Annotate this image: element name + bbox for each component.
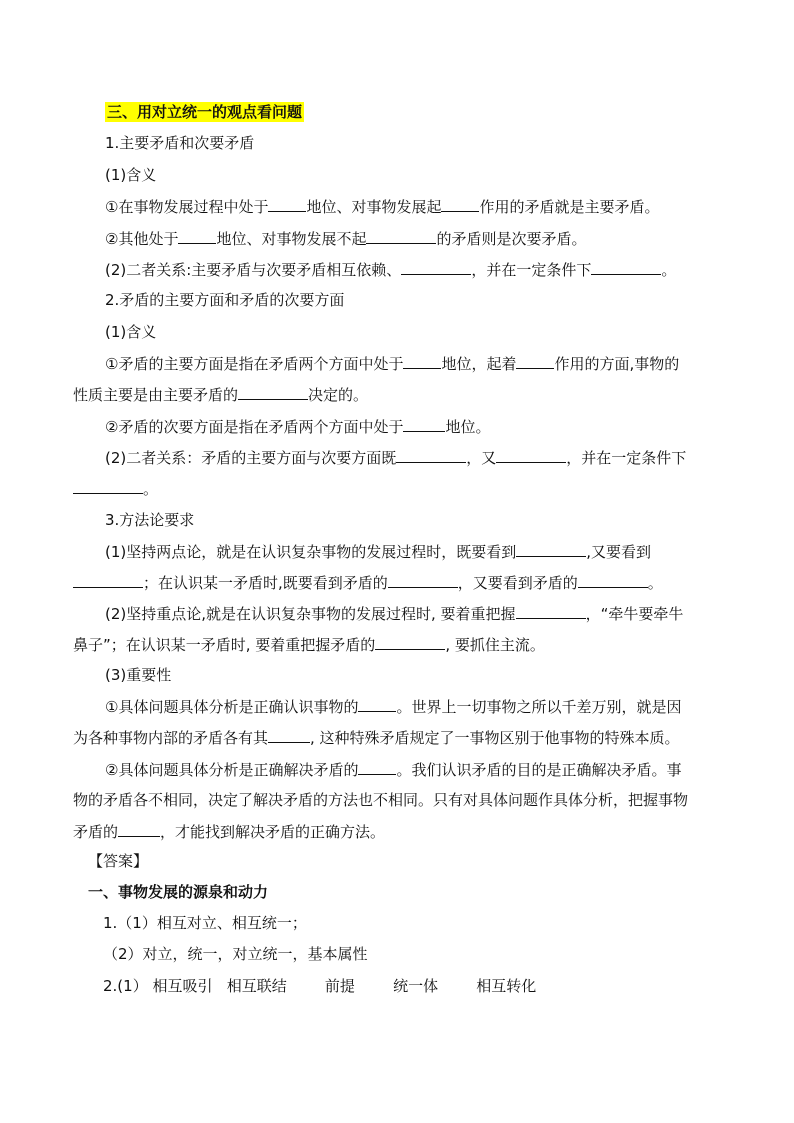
paragraph-line: ②矛盾的次要方面是指在矛盾两个方面中处于 地位。 bbox=[105, 418, 491, 436]
heading-methodology: 3.方法论要求 bbox=[105, 511, 195, 529]
blank bbox=[73, 478, 143, 494]
blank bbox=[366, 228, 436, 244]
blank bbox=[578, 572, 648, 588]
blank bbox=[401, 259, 471, 275]
paragraph-line: ①具体问题具体分析是正确认识事物的 。世界上一切事物之所以千差万别，就是因 bbox=[105, 698, 682, 716]
blank bbox=[268, 727, 310, 743]
blank bbox=[238, 384, 308, 400]
blank bbox=[118, 821, 160, 837]
blank bbox=[388, 572, 458, 588]
section-title-line bbox=[0, 102, 794, 122]
subheading-meaning: (1)含义 bbox=[105, 323, 157, 341]
blank bbox=[358, 759, 396, 775]
blank bbox=[358, 696, 396, 712]
subheading-importance: (3)重要性 bbox=[105, 666, 172, 684]
paragraph-line: (2)坚持重点论,就是在认识复杂事物的发展过程时, 要着重把握 ，“牵牛要牵牛 bbox=[105, 605, 684, 623]
paragraph-line: ①矛盾的主要方面是指在矛盾两个方面中处于 地位，起着 作用的方面,事物的 bbox=[105, 355, 680, 373]
blank bbox=[516, 603, 586, 619]
blank bbox=[73, 572, 143, 588]
answer-line: （2）对立，统一，对立统一，基本属性 bbox=[103, 945, 368, 963]
blank bbox=[516, 353, 554, 369]
paragraph-line: 物的矛盾各不相同，决定了解决矛盾的方法也不相同。只有对具体问题作具体分析，把握事物 bbox=[73, 791, 689, 809]
paragraph-line: 性质主要是由主要矛盾的 决定的。 bbox=[73, 386, 369, 404]
heading-aspects: 2.矛盾的主要方面和矛盾的次要方面 bbox=[105, 291, 345, 309]
answer-line: 1.（1）相互对立、相互统一； bbox=[103, 914, 307, 932]
paragraph-line: (2)二者关系:主要矛盾与次要矛盾相互依赖、 ，并在一定条件下 。 bbox=[105, 261, 677, 279]
blank bbox=[441, 196, 479, 212]
paragraph-line: (1)坚持两点论，就是在认识复杂事物的发展过程时，既要看到 ,又要看到 bbox=[105, 543, 652, 561]
paragraph-line: ①在事物发展过程中处于 地位、对事物发展起 作用的矛盾就是主要矛盾。 bbox=[105, 198, 660, 216]
paragraph-line: 鼻子”；在认识某一矛盾时, 要着重把握矛盾的 , 要抓住主流。 bbox=[73, 636, 545, 654]
blank bbox=[496, 447, 566, 463]
paragraph-line: ②具体问题具体分析是正确解决矛盾的 。我们认识矛盾的目的是正确解决矛盾。事 bbox=[105, 761, 682, 779]
paragraph-line: 。 bbox=[0, 478, 794, 499]
answer-line: 2.(1） 相互吸引 相互联结 前提 统一体 相互转化 bbox=[103, 977, 537, 995]
blank bbox=[591, 259, 661, 275]
paragraph-line: ；在认识某一矛盾时,既要看到矛盾的 ，又要看到矛盾的 。 bbox=[0, 572, 794, 593]
blank bbox=[375, 634, 445, 650]
answers-title: 一、事物发展的源泉和动力 bbox=[88, 883, 269, 901]
paragraph-line: ②其他处于 地位、对事物发展不起 的矛盾则是次要矛盾。 bbox=[105, 230, 587, 248]
subheading-meaning: (1)含义 bbox=[105, 166, 157, 184]
paragraph-line: 矛盾的 ，才能找到解决矛盾的正确方法。 bbox=[73, 823, 386, 841]
blank bbox=[403, 353, 441, 369]
blank bbox=[403, 416, 445, 432]
heading-main-secondary: 1.主要矛盾和次要矛盾 bbox=[105, 134, 255, 152]
paragraph-line: 为各种事物内部的矛盾各有其 , 这种特殊矛盾规定了一事物区别于他事物的特殊本质。 bbox=[73, 729, 680, 747]
blank bbox=[516, 541, 586, 557]
blank bbox=[396, 447, 466, 463]
paragraph-line: (2)二者关系：矛盾的主要方面与次要方面既 ，又 ，并在一定条件下 bbox=[105, 449, 687, 467]
section-title: 三、用对立统一的观点看问题 bbox=[107, 103, 303, 121]
blank bbox=[178, 228, 216, 244]
answers-label: 【答案】 bbox=[88, 852, 149, 870]
blank bbox=[268, 196, 306, 212]
